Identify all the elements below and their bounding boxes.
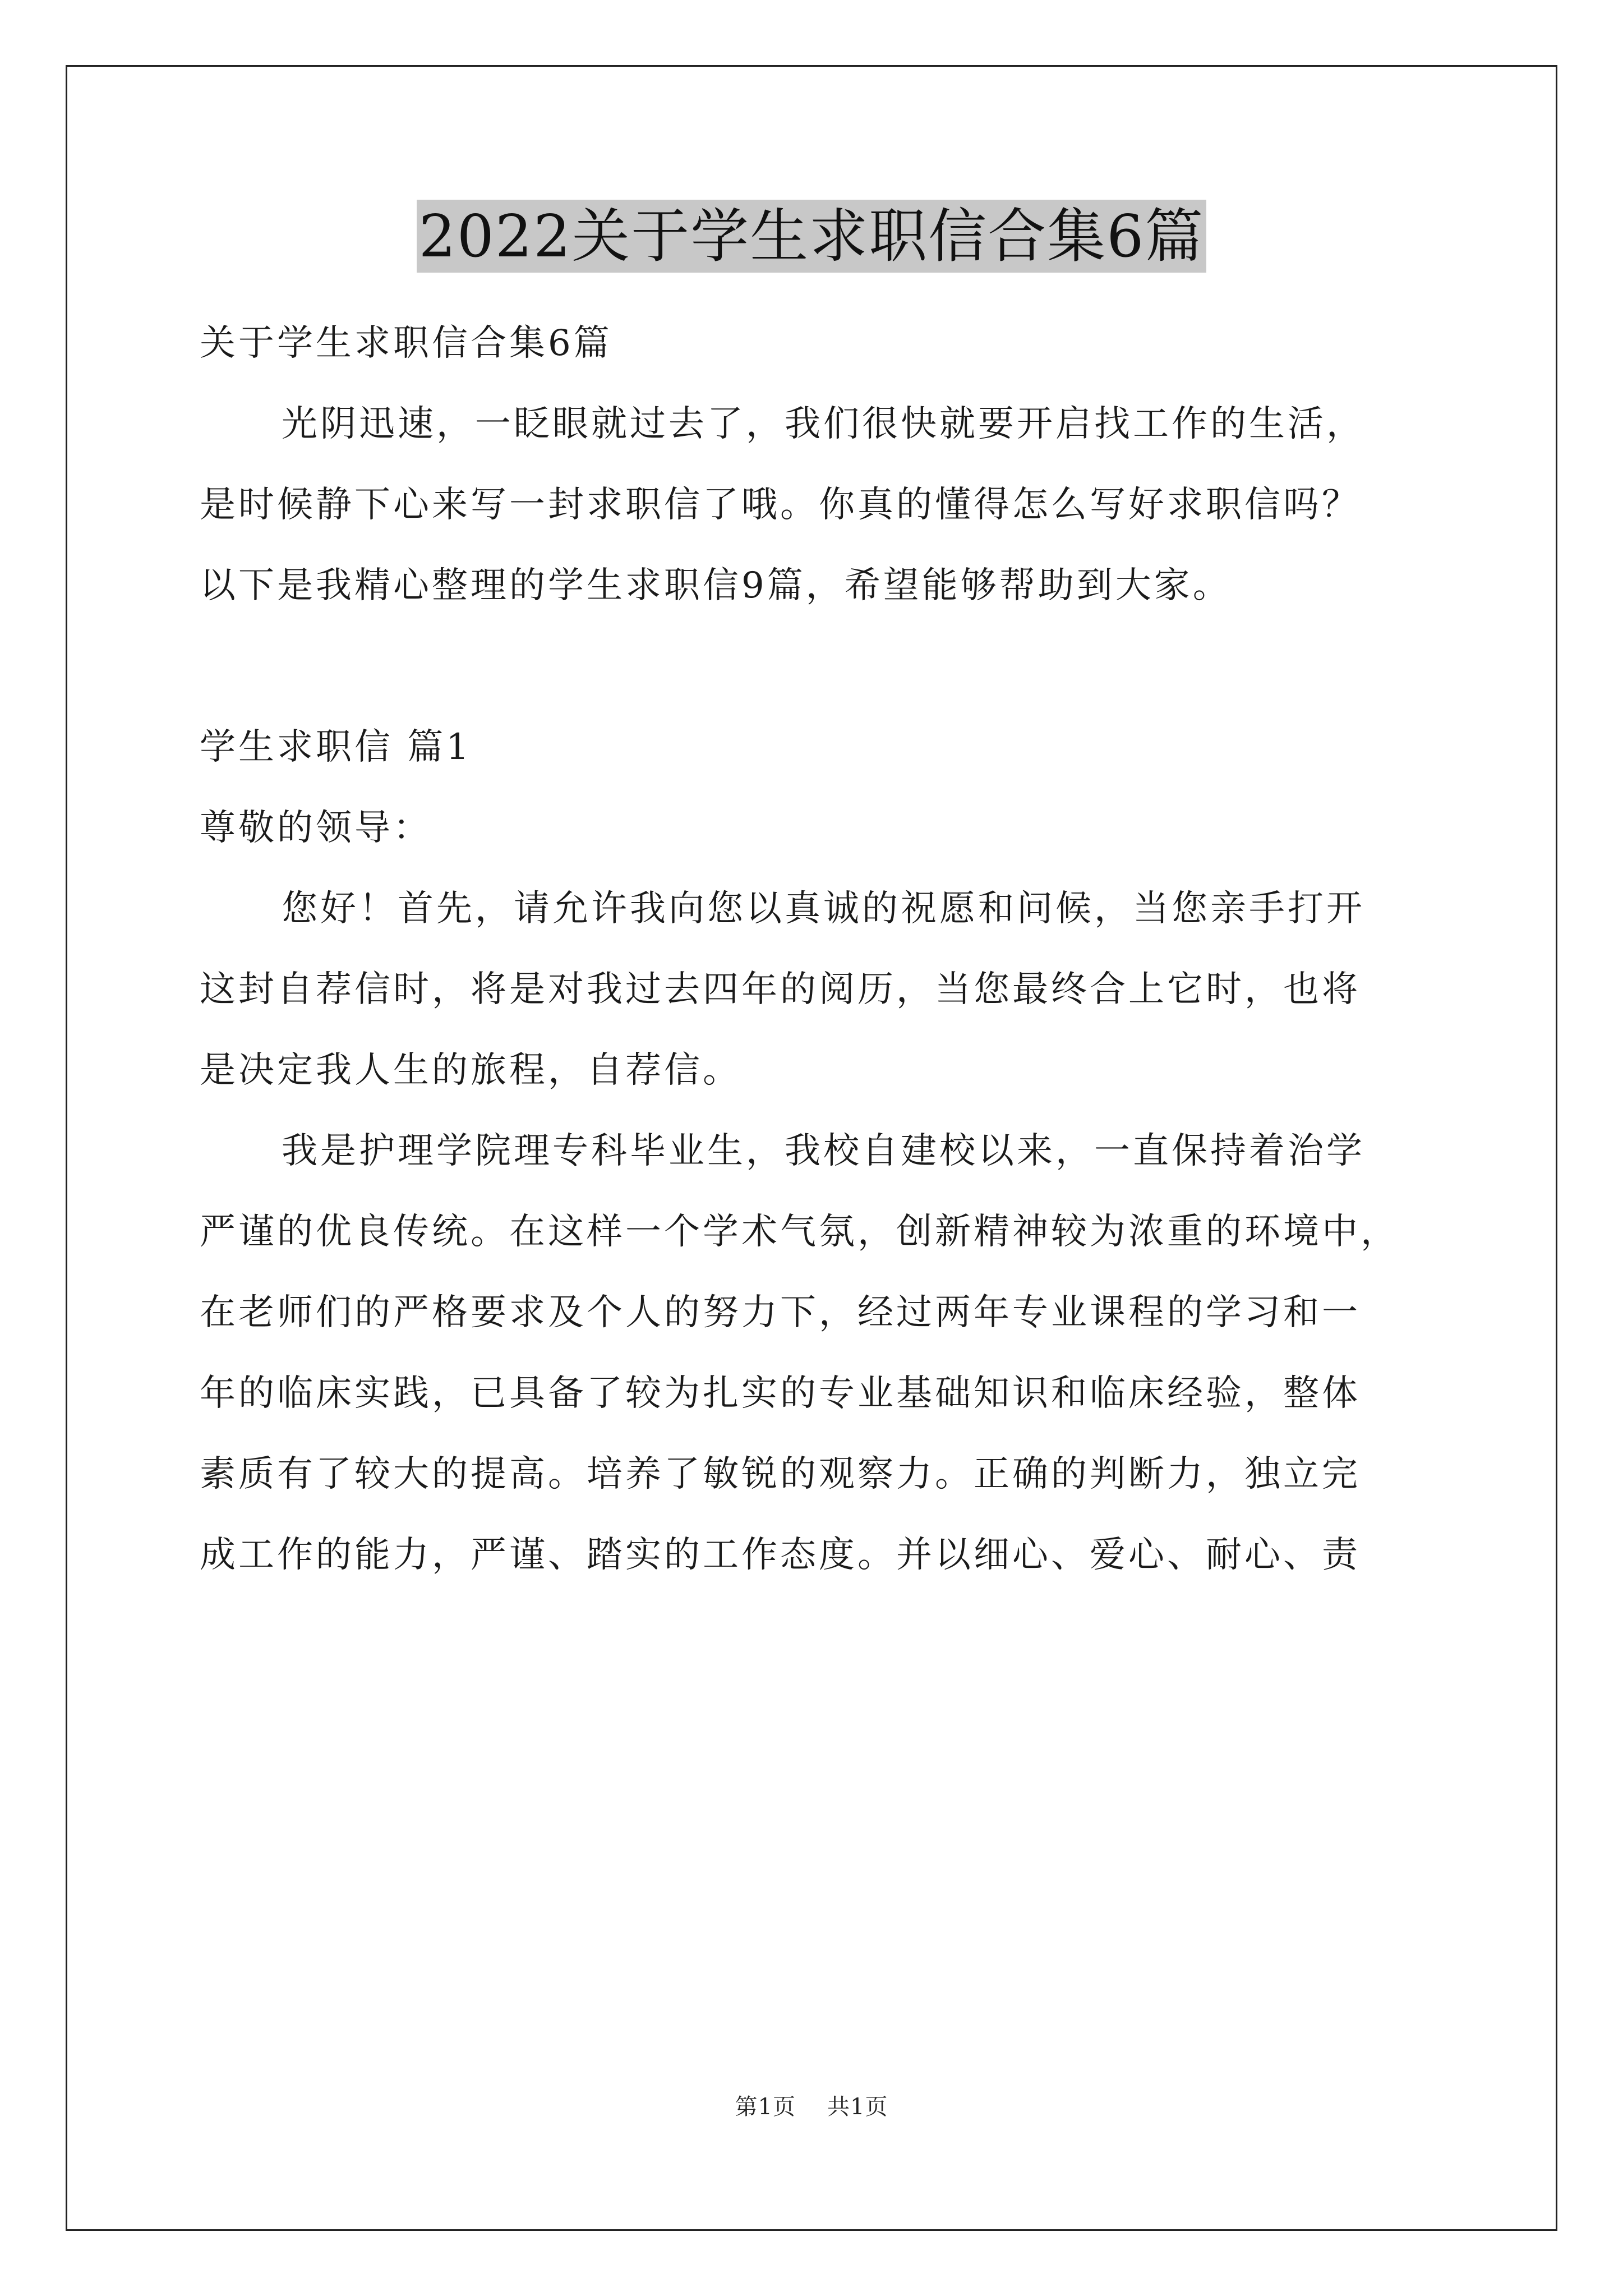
page-number: 第1页 xyxy=(735,2094,796,2120)
blank-line xyxy=(200,626,1422,707)
page-footer xyxy=(0,2089,1623,2121)
document-title: 2022关于学生求职信合集6篇 xyxy=(417,200,1207,273)
title-container xyxy=(0,200,1623,273)
page-total: 共1页 xyxy=(827,2094,888,2120)
salutation: 尊敬的领导： xyxy=(200,807,432,849)
intro-line: 光阴迅速，一眨眼就过去了，我们很快就要开启找工作的生活， xyxy=(282,403,1365,445)
paragraph2-line: 成工作的能力，严谨、踏实的工作态度。并以细心、爱心、耐心、责 xyxy=(200,1534,1361,1576)
document-body xyxy=(200,303,1422,1595)
paragraph1-line: 这封自荐信时，将是对我过去四年的阅历，当您最终合上它时，也将 xyxy=(200,969,1361,1010)
paragraph2-line: 素质有了较大的提高。培养了敏锐的观察力。正确的判断力，独立完 xyxy=(200,1453,1361,1495)
paragraph1-line: 是决定我人生的旅程，自荐信。 xyxy=(200,1050,741,1091)
intro-line: 以下是我精心整理的学生求职信9篇，希望能够帮助到大家。 xyxy=(200,565,1232,606)
paragraph2-line: 严谨的优良传统。在这样一个学术气氛，创新精神较为浓重的环境中， xyxy=(200,1211,1399,1253)
paragraph2-line: 我是护理学院理专科毕业生，我校自建校以来，一直保持着治学 xyxy=(282,1130,1365,1172)
paragraph2-line: 年的临床实践，已具备了较为扎实的专业基础知识和临床经验，整体 xyxy=(200,1373,1361,1414)
document-subtitle: 关于学生求职信合集6篇 xyxy=(200,323,612,364)
paragraph1-line: 您好！首先，请允许我向您以真诚的祝愿和问候，当您亲手打开 xyxy=(282,888,1365,930)
intro-line: 是时候静下心来写一封求职信了哦。你真的懂得怎么写好求职信吗？ xyxy=(200,484,1361,526)
section-heading: 学生求职信 篇1 xyxy=(200,726,472,768)
paragraph2-line: 在老师们的严格要求及个人的努力下，经过两年专业课程的学习和一 xyxy=(200,1292,1361,1333)
